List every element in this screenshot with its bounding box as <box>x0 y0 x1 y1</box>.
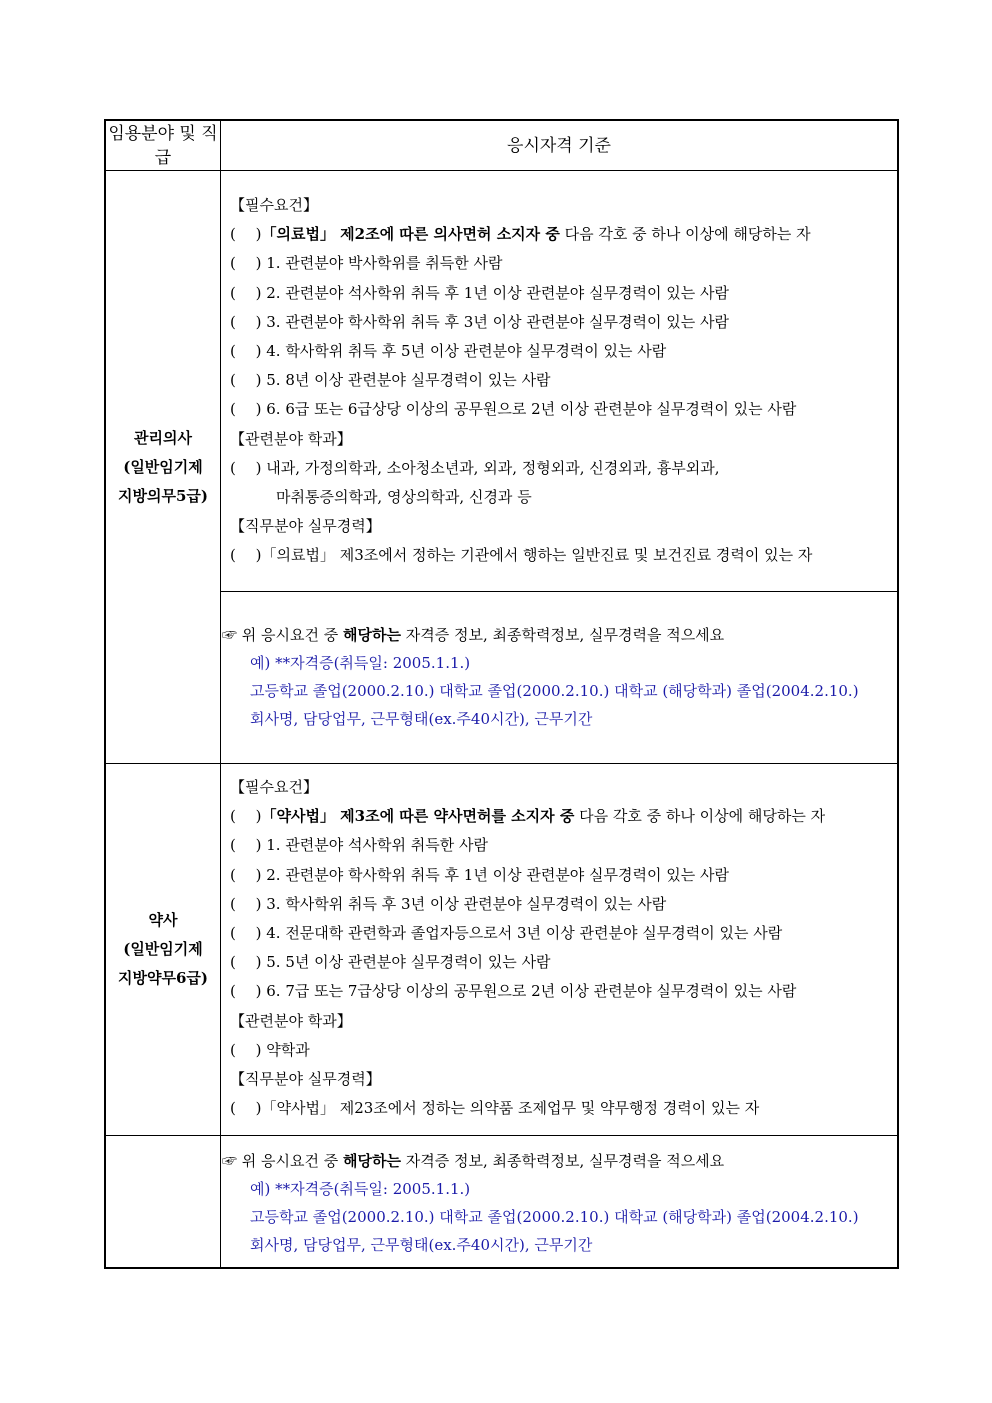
experience-title: 【직무분야 실무경력】 <box>230 1069 381 1088</box>
requirement-item[interactable]: ( ) 3. 학사학위 취득 후 3년 이상 관련분야 실무경력이 있는 사람 <box>230 894 667 913</box>
header-col1-text: 임용분야 및 직급 <box>108 123 218 168</box>
note-bold: 해당하는 <box>343 626 401 644</box>
row-divider-header <box>106 170 897 171</box>
note-prefix: ☞ 위 응시요건 중 <box>222 626 344 644</box>
category-pharmacist <box>106 764 220 1135</box>
required-title: 【필수요건】 <box>230 196 318 214</box>
note-doctor <box>222 621 893 733</box>
checkbox-blank[interactable]: ( ) <box>230 807 262 826</box>
requirements-pharmacist <box>230 773 893 1123</box>
header-col2-text: 응시자격 기준 <box>507 135 611 156</box>
main-requirement-bold: 「의료법」 제2조에 따른 의사면허 소지자 중 <box>261 225 560 244</box>
note-instruction <box>222 1147 893 1175</box>
main-requirement-rest: 다음 각호 중 하나 이상에 해당하는 자 <box>574 807 826 826</box>
category-grade: 지방약무6급) <box>118 969 208 987</box>
dept-line[interactable]: ( ) 약학과 <box>230 1040 310 1059</box>
note-example-edu: 고등학교 졸업(2000.2.10.) 대학교 졸업(2000.2.10.) 대학교 (해당학과) 졸업(2004.2.10.) <box>250 682 859 700</box>
category-type: (일반임기제 <box>123 457 203 476</box>
note-example-cert: 예) **자격증(취득일: 2005.1.1.) <box>250 1180 471 1198</box>
row-divider-note1 <box>220 591 897 592</box>
requirement-item[interactable]: ( ) 6. 7급 또는 7급상당 이상의 공무원으로 2년 이상 관련분야 실무경력이 있는 사람 <box>230 982 797 1001</box>
requirement-item[interactable]: ( ) 2. 관련분야 석사학위 취득 후 1년 이상 관련분야 실무경력이 있는 사람 <box>230 283 730 302</box>
requirement-item[interactable]: ( ) 6. 6급 또는 6급상당 이상의 공무원으로 2년 이상 관련분야 실무경력이 있는 사람 <box>230 400 797 419</box>
note-prefix: ☞ 위 응시요건 중 <box>222 1152 344 1170</box>
note-rest: 자격증 정보, 최종학력정보, 실무경력을 적으세요 <box>400 1152 725 1170</box>
header-col1 <box>106 121 220 170</box>
main-requirement-bold: 「약사법」 제3조에 따른 약사면허를 소지자 중 <box>261 807 575 826</box>
note-example-cert: 예) **자격증(취득일: 2005.1.1.) <box>250 654 471 672</box>
requirements-doctor <box>230 191 893 570</box>
requirement-item[interactable]: ( ) 3. 관련분야 학사학위 취득 후 3년 이상 관련분야 실무경력이 있는 사람 <box>230 312 730 331</box>
note-instruction <box>222 621 893 649</box>
dept-title: 【관련분야 학과】 <box>230 429 352 448</box>
dept-line[interactable]: ( ) 내과, 가정의학과, 소아청소년과, 외과, 정형외과, 신경외과, 흉부외과, <box>230 458 720 477</box>
note-pharmacist <box>222 1147 893 1259</box>
requirement-item[interactable]: ( ) 5. 8년 이상 관련분야 실무경력이 있는 사람 <box>230 371 551 390</box>
qualification-table <box>104 119 899 1269</box>
note-example-work: 회사명, 담당업무, 근무형태(ex.주40시간), 근무기간 <box>250 1236 593 1254</box>
note-example-work: 회사명, 담당업무, 근무형태(ex.주40시간), 근무기간 <box>250 710 593 728</box>
category-type: (일반임기제 <box>123 940 203 958</box>
requirement-item[interactable]: ( ) 4. 학사학위 취득 후 5년 이상 관련분야 실무경력이 있는 사람 <box>230 341 667 360</box>
experience-line[interactable]: ( )「의료법」 제3조에서 정하는 기관에서 행하는 일반진료 및 보건진료 경력이 있는 자 <box>230 546 813 565</box>
category-doctor <box>106 171 220 763</box>
note-rest: 자격증 정보, 최종학력정보, 실무경력을 적으세요 <box>400 626 725 644</box>
dept-title: 【관련분야 학과】 <box>230 1011 352 1030</box>
dept-line-continued: 마취통증의학과, 영상의학과, 신경과 등 <box>276 487 532 506</box>
requirement-item[interactable]: ( ) 2. 관련분야 학사학위 취득 후 1년 이상 관련분야 실무경력이 있는 사람 <box>230 865 730 884</box>
requirement-item[interactable]: ( ) 1. 관련분야 박사학위를 취득한 사람 <box>230 254 503 273</box>
required-title: 【필수요건】 <box>230 778 318 796</box>
requirement-item[interactable]: ( ) 5. 5년 이상 관련분야 실무경력이 있는 사람 <box>230 953 551 972</box>
row-divider-section2 <box>106 763 897 764</box>
requirement-item[interactable]: ( ) 4. 전문대학 관련학과 졸업자등으로서 3년 이상 관련분야 실무경력이 있는 사람 <box>230 923 783 942</box>
experience-line[interactable]: ( )「약사법」 제23조에서 정하는 의약품 조제업무 및 약무행정 경력이 있는 자 <box>230 1099 760 1118</box>
note-example-edu: 고등학교 졸업(2000.2.10.) 대학교 졸업(2000.2.10.) 대학교 (해당학과) 졸업(2004.2.10.) <box>250 1208 859 1226</box>
category-title: 약사 <box>148 911 178 929</box>
experience-title: 【직무분야 실무경력】 <box>230 517 381 536</box>
note-bold: 해당하는 <box>343 1152 401 1170</box>
header-col2 <box>221 121 897 170</box>
category-grade: 지방의무5급) <box>118 486 208 505</box>
row-divider-note2 <box>106 1135 897 1136</box>
main-requirement-rest: 다음 각호 중 하나 이상에 해당하는 자 <box>559 225 811 244</box>
main-requirement <box>230 220 893 249</box>
column-divider <box>220 121 221 1267</box>
category-title: 관리의사 <box>134 428 192 447</box>
checkbox-blank[interactable]: ( ) <box>230 225 262 244</box>
requirement-item[interactable]: ( ) 1. 관련분야 석사학위 취득한 사람 <box>230 836 488 855</box>
main-requirement <box>230 802 893 831</box>
